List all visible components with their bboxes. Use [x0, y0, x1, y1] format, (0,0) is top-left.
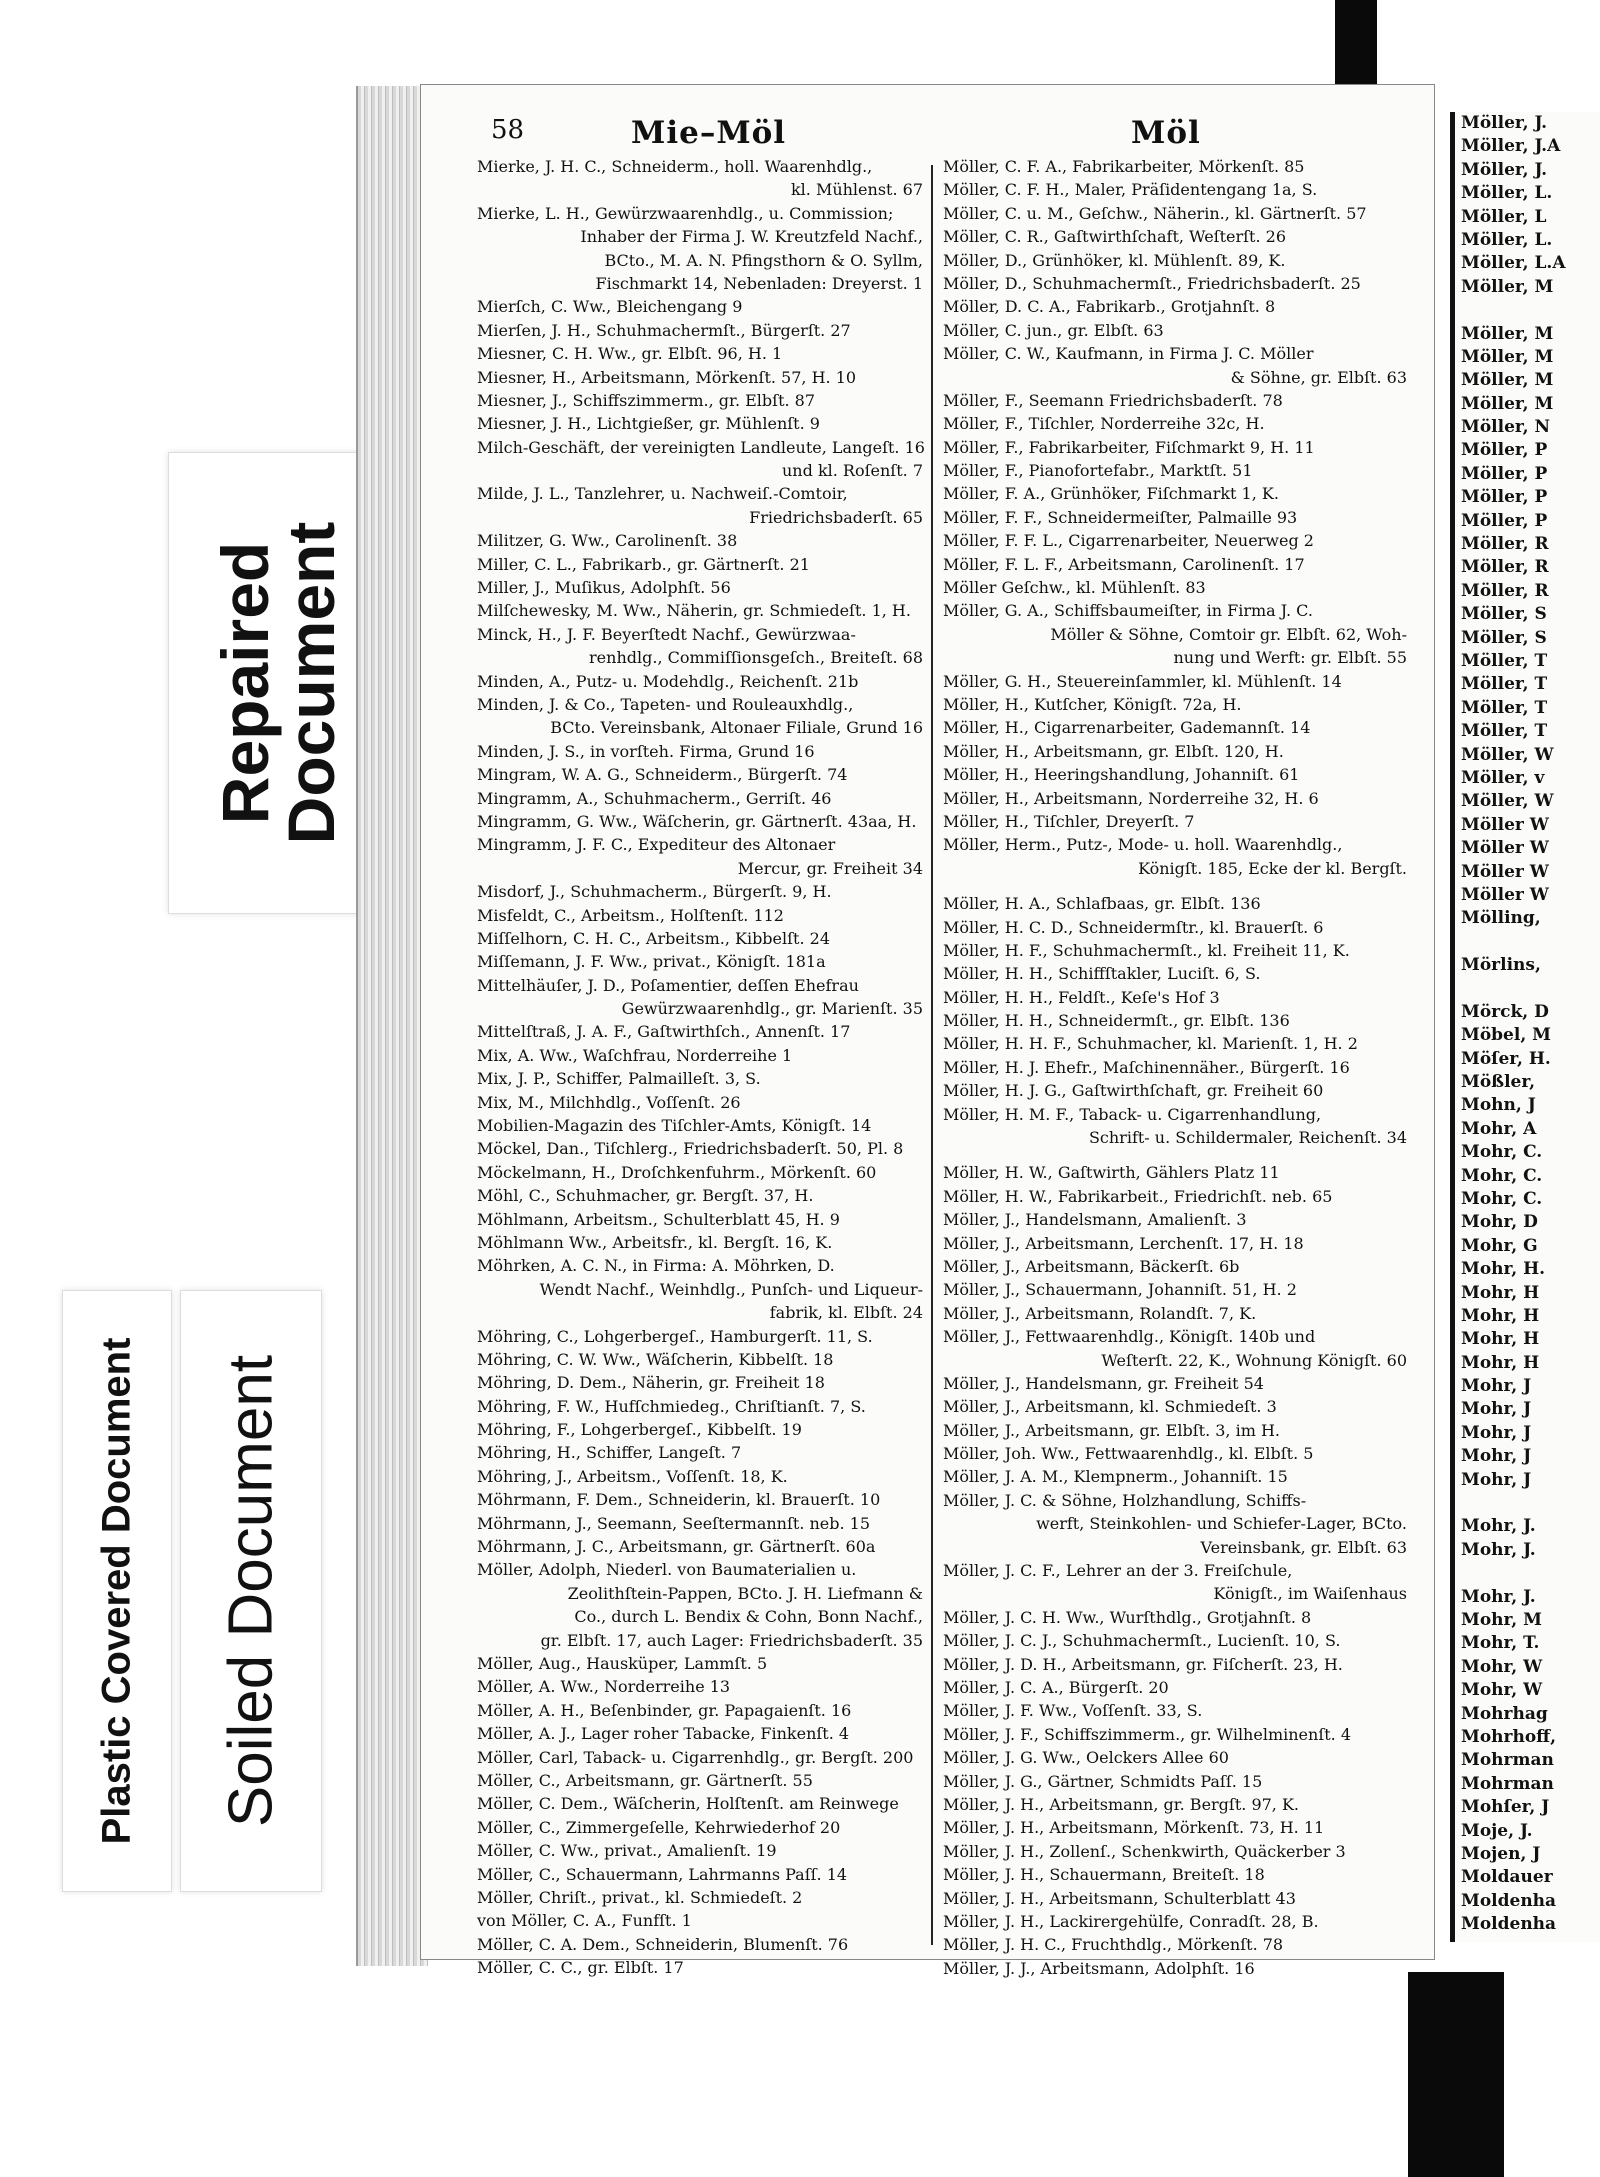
facing-page-entry: Mohr, C. [1461, 1188, 1543, 1209]
directory-entry: Möller, H. J. G., Gaſtwirthſchaft, gr. Freiheit 60 [943, 1081, 1324, 1101]
directory-entry: Miesner, J., Schiffszimmerm., gr. Elbſt. 87 [477, 390, 816, 410]
directory-entry: Möhring, J., Arbeitsm., Voſſenſt. 18, K. [477, 1466, 788, 1486]
facing-page-entry: Mölling, [1461, 908, 1541, 929]
facing-page-entry: Moldenha [1461, 1890, 1557, 1911]
directory-entry: Mierke, L. H., Gewürzwaarenhdlg., u. Commission; [477, 203, 894, 223]
right-column [943, 155, 1411, 1978]
directory-entry: Möller, C. Dem., Wäſcherin, Holſtenſt. am Reinwege [477, 1794, 899, 1814]
directory-entry: Mingram, W. A. G., Schneiderm., Bürgerſt. 74 [477, 765, 848, 785]
entry-continuation: Co., durch L. Bendix & Cohn, Bonn Nachf., [574, 1607, 923, 1627]
facing-page-fragment [1450, 112, 1600, 1942]
directory-entry: Möller Geſchw., kl. Mühlenſt. 83 [943, 578, 1206, 598]
facing-page-entry: Möller, J. [1461, 113, 1548, 133]
directory-entry: Mittelhäuſer, J. D., Poſamentier, deſſen Ehefrau [477, 975, 859, 995]
directory-entry: Möller, H. J. Ehefr., Maſchinennäher., Bürgerſt. 16 [943, 1057, 1350, 1077]
repaired-document-text: Repaired Document [208, 521, 348, 845]
directory-entry: Möller, F., Fabrikarbeiter, Fiſchmarkt 9, H. 11 [943, 437, 1315, 457]
plastic-covered-text: Plastic Covered Document [94, 1337, 139, 1845]
facing-page-entry: Möller, J. [1461, 159, 1548, 180]
facing-page-entry: Möller, P [1461, 463, 1548, 484]
facing-page-entry: Mohrman [1461, 1773, 1554, 1794]
entry-continuation: und kl. Roſenſt. 7 [782, 461, 923, 481]
directory-entry: Möller, Adolph, Niederl. von Baumaterialien u. [477, 1560, 857, 1580]
facing-page-entry: Möller, T [1461, 721, 1548, 742]
directory-entry: Möller, H., Tiſchler, Dreyerſt. 7 [943, 811, 1195, 831]
directory-entry: Möller, H., Kutſcher, Königſt. 72a, H. [943, 694, 1242, 714]
facing-page-entry [1455, 299, 1600, 322]
facing-page-entry: Möller, L.A [1461, 253, 1566, 274]
directory-entry: Möller, H. W., Fabrikarbeit., Friedrichſt. neb. 65 [943, 1186, 1333, 1206]
directory-entry: Möckelmann, H., Droſchkenfuhrm., Mörkenſt. 60 [477, 1162, 877, 1182]
facing-page-entry [1455, 977, 1600, 1000]
directory-entry: Möller, A. H., Beſenbinder, gr. Papagaienſt. 16 [477, 1700, 852, 1720]
entry-continuation: werft, Steinkohlen- und Schiefer-Lager, BCto. [1036, 1514, 1407, 1534]
directory-entry: Möller, F., Seemann Friedrichsbaderſt. 78 [943, 390, 1283, 410]
directory-entry: Mierke, J. H. C., Schneiderm., holl. Waarenhdlg., [477, 157, 873, 176]
facing-page-entry: Möller, S [1461, 627, 1547, 648]
left-column [477, 155, 927, 1978]
directory-entry: von Möller, C. A., Funfſt. 1 [477, 1911, 692, 1931]
entry-continuation: Wendt Nachf., Weinhdlg., Punſch- und Liqueur- [539, 1279, 923, 1299]
facing-page-entry: Möller, W [1461, 791, 1554, 812]
soiled-document-label [180, 1290, 322, 1892]
directory-entry: Möller, F. F., Schneidermeiſter, Palmaille 93 [943, 507, 1298, 527]
entry-continuation: Königſt. 185, Ecke der kl. Bergſt. [1138, 858, 1407, 878]
facing-page-entry: Mohrhag [1461, 1703, 1548, 1724]
directory-entry: Möller, H. H., Schiffſtakler, Luciſt. 6, S. [943, 964, 1261, 984]
directory-entry: Möller, A. Ww., Norderreihe 13 [477, 1677, 731, 1697]
directory-entry: Möller, J., Arbeitsmann, Bäckerſt. 6b [943, 1256, 1240, 1276]
directory-entry: Möller, H. M. F., Taback- u. Cigarrenhandlung, [943, 1104, 1322, 1124]
directory-entry: Möller, C., Arbeitsmann, gr. Gärtnerſt. 55 [477, 1770, 813, 1790]
plastic-covered-label [62, 1290, 172, 1892]
directory-entry: Möller, J. G. Ww., Oelckers Allee 60 [943, 1748, 1229, 1768]
directory-entry: Möller, J. J., Arbeitsmann, Adolphſt. 16 [943, 1958, 1255, 1978]
directory-entry: Möhring, C., Lohgerbergeſ., Hamburgerſt. 11, S. [477, 1326, 873, 1346]
directory-entry: Mix, J. P., Schiffer, Palmailleſt. 3, S. [477, 1069, 761, 1089]
directory-entry: Möller, Herm., Putz-, Mode- u. holl. Waarenhdlg., [943, 835, 1343, 855]
entry-continuation: Fischmarkt 14, Nebenladen: Dreyerst. 1 [595, 273, 923, 293]
facing-page-entry: Moje, J. [1461, 1820, 1533, 1841]
directory-entry: Möller, J., Arbeitsmann, gr. Elbſt. 3, im H. [943, 1420, 1281, 1440]
facing-page-entry: Mohr, W [1461, 1680, 1543, 1701]
facing-page-entry: Mojen, J [1461, 1843, 1541, 1864]
directory-entry: Möller, Joh. Ww., Fettwaarenhdlg., kl. Elbſt. 5 [943, 1444, 1314, 1464]
facing-page-entry: Mohr, A [1461, 1118, 1537, 1139]
entry-continuation: Mercur, gr. Freiheit 34 [737, 858, 923, 878]
entry-continuation: gr. Elbſt. 17, auch Lager: Friedrichsbaderſt. 35 [540, 1630, 923, 1650]
facing-page-entry: Mohrhoff, [1461, 1726, 1557, 1747]
facing-page-entry: Mohr, J [1461, 1469, 1532, 1490]
directory-entry: Möhrken, A. C. N., in Firma: A. Möhrken, D. [477, 1256, 835, 1276]
directory-entry: Minden, J. S., in vorſteh. Firma, Grund 16 [477, 741, 815, 761]
directory-entry: Milde, J. L., Tanzlehrer, u. Nachweiſ.-Comtoir, [477, 484, 848, 504]
directory-entry: Miesner, J. H., Lichtgießer, gr. Mühlenſt. 9 [477, 414, 820, 434]
facing-page-entry: Möller, M [1461, 370, 1554, 391]
directory-entry: Möller, H. H., Schneidermſt., gr. Elbſt. 136 [943, 1011, 1290, 1031]
directory-entry: Möller, G. A., Schiffsbaumeiſter, in Firma J. C. [943, 601, 1313, 621]
entry-continuation: Vereinsbank, gr. Elbſt. 63 [1200, 1537, 1407, 1557]
facing-page-entry: Mohr, H [1461, 1329, 1540, 1350]
facing-page-entry: Möller, P [1461, 510, 1548, 531]
entry-continuation: Möller & Söhne, Comtoir gr. Elbſt. 62, Woh- [1050, 624, 1407, 644]
facing-page-entry: Mohr, M [1461, 1610, 1542, 1630]
directory-entry: Mix, A. Ww., Waſchfrau, Norderreihe 1 [477, 1045, 793, 1065]
directory-entry: Möhlmann Ww., Arbeitsfr., kl. Bergſt. 16, K. [477, 1232, 833, 1252]
directory-entry: Möller, J. H., Zollenſ., Schenkwirth, Quäckerber 3 [943, 1841, 1346, 1861]
facing-page-entry: Mohr, J [1461, 1422, 1532, 1443]
facing-page-entry: Möller, M [1461, 323, 1554, 344]
facing-page-entry: Moldenha [1461, 1914, 1557, 1935]
directory-page [420, 84, 1435, 1978]
directory-entry: Möller, J. H. C., Fruchthdlg., Mörkenſt. 78 [943, 1935, 1284, 1955]
directory-entry: Möller, C. C., gr. Elbſt. 17 [477, 1958, 684, 1978]
directory-entry: Minck, H., J. F. Beyerſtedt Nachf., Gewürzwaa- [477, 624, 856, 644]
entry-gap [943, 1149, 1411, 1161]
directory-entry: Militzer, G. Ww., Carolinenſt. 38 [477, 531, 738, 551]
directory-entry: Miller, C. L., Fabrikarb., gr. Gärtnerſt. 21 [477, 554, 810, 574]
directory-entry: Miſſelhorn, C. H. C., Arbeitsm., Kibbelſt. 24 [477, 928, 831, 948]
facing-page-entry: Möller, M [1461, 276, 1554, 297]
directory-entry: Möller, J., Handelsmann, Amalienſt. 3 [943, 1210, 1247, 1230]
book-page-edges [356, 86, 428, 1966]
facing-page-entry: Mohrman [1461, 1750, 1554, 1771]
directory-entry: Möller, C. A. Dem., Schneiderin, Blumenſt. 76 [477, 1934, 849, 1954]
directory-entry: Möhrmann, J., Seemann, Seeſtermannſt. neb. 15 [477, 1513, 871, 1533]
facing-page-entry: Möller W [1461, 861, 1549, 882]
directory-entry: Möller, D., Grünhöker, kl. Mühlenſt. 89, K. [943, 250, 1286, 270]
directory-entry: Möhrmann, J. C., Arbeitsmann, gr. Gärtnerſt. 60a [477, 1537, 876, 1557]
directory-entry: Möller, J. A. M., Klempnerm., Johanniſt. 15 [943, 1467, 1288, 1487]
facing-page-entry: Möller, P [1461, 440, 1548, 461]
column-divider [931, 165, 933, 1945]
entry-continuation: nung und Werft: gr. Elbſt. 55 [1173, 648, 1407, 668]
facing-page-entry: Mohr, G [1461, 1235, 1538, 1256]
directory-entry: Möller, C. u. M., Geſchw., Näherin., kl. Gärtnerſt. 57 [943, 203, 1367, 223]
entry-continuation: BCto., M. A. N. Pfingsthorn & O. Syllm, [604, 250, 923, 270]
facing-page-entry [1455, 1492, 1600, 1515]
directory-entry: Möller, J. F., Schiffszimmerm., gr. Wilhelminenſt. 4 [943, 1724, 1352, 1744]
facing-page-entry [1455, 1562, 1600, 1585]
entry-continuation: renhdlg., Commiſſionsgeſch., Breiteſt. 68 [589, 648, 923, 668]
directory-entry: Möller, J. H., Arbeitsmann, Schulterblatt 43 [943, 1888, 1296, 1908]
facing-page-entry: Mohſer, J [1461, 1797, 1550, 1818]
directory-entry: Möller, H., Arbeitsmann, gr. Elbſt. 120, H. [943, 741, 1284, 761]
directory-entry: Möhrmann, F. Dem., Schneiderin, kl. Brauerſt. 10 [477, 1490, 881, 1510]
directory-entry: Möhring, C. W. Ww., Wäſcherin, Kibbelſt. 18 [477, 1349, 834, 1369]
directory-entry: Möller, J. C. J., Schuhmachermſt., Lucienſt. 10, S. [943, 1631, 1341, 1651]
directory-entry: Möller, C. F. H., Maler, Präſidentengang 1a, S. [943, 180, 1318, 200]
entry-continuation: BCto. Vereinsbank, Altonaer Filiale, Grund 16 [550, 718, 923, 738]
entry-continuation: Gewürzwaarenhdlg., gr. Marienſt. 35 [621, 999, 923, 1019]
directory-entry: Minden, J. & Co., Tapeten- und Rouleauxhdlg., [477, 694, 854, 714]
facing-page-entry: Möller, L [1461, 206, 1547, 227]
directory-entry: Mierſch, C. Ww., Bleichengang 9 [477, 297, 743, 317]
entry-continuation: Inhaber der Firma J. W. Kreutzfeld Nachf., [580, 227, 923, 247]
directory-entry: Möhl, C., Schuhmacher, gr. Bergſt. 37, H. [477, 1186, 814, 1206]
directory-entry: Möller, H. H. F., Schuhmacher, kl. Marienſt. 1, H. 2 [943, 1034, 1358, 1054]
facing-page-entry: Möller W [1461, 838, 1549, 859]
entry-continuation: kl. Mühlenst. 67 [790, 180, 923, 200]
directory-entry: Möller, F., Pianofortefabr., Marktſt. 51 [943, 461, 1253, 481]
directory-entry: Miesner, H., Arbeitsmann, Mörkenſt. 57, H. 10 [477, 367, 857, 387]
facing-page-entry: Mohr, J. [1461, 1586, 1536, 1607]
directory-entry: Milch-Geschäft, der vereinigten Landleute, Langeſt. 16 [477, 437, 925, 457]
directory-entry: Möller, H. W., Gaſtwirth, Gählers Platz 11 [943, 1163, 1280, 1183]
directory-entry: Mingramm, A., Schuhmacherm., Gerriſt. 46 [477, 788, 832, 808]
facing-page-entry: Mörlins, [1461, 955, 1541, 976]
facing-page-entry: Mohr, J [1461, 1446, 1532, 1467]
facing-page-entry: Möller W [1461, 814, 1549, 835]
facing-page-entry: Möller, P [1461, 487, 1548, 508]
repaired-document-label [168, 452, 388, 914]
entry-continuation: & Söhne, gr. Elbſt. 63 [1230, 367, 1407, 387]
directory-entry: Möller, A. J., Lager roher Tabacke, Finkenſt. 4 [477, 1724, 850, 1744]
facing-page-entry: Möller, R [1461, 580, 1549, 601]
facing-page-entry: Mohr, T. [1461, 1633, 1540, 1654]
facing-page-entry: Möller, L. [1461, 183, 1553, 204]
facing-page-entry: Mohr, W [1461, 1656, 1543, 1677]
binding-strip-bottom [1408, 1972, 1504, 2177]
directory-entry: Möller, C. Ww., privat., Amalienſt. 19 [477, 1841, 777, 1861]
facing-page-entry: Möller, L. [1461, 229, 1553, 250]
facing-page-entry [1455, 931, 1600, 954]
directory-entry: Möller, J. H., Schauermann, Breiteſt. 18 [943, 1865, 1265, 1885]
directory-entry: Misdorf, J., Schuhmacherm., Bürgerſt. 9, H. [477, 882, 832, 902]
directory-entry: Möller, J. F. Ww., Voſſenſt. 33, S. [943, 1701, 1203, 1721]
facing-page-entry: Mohr, H [1461, 1305, 1540, 1326]
facing-page-entry: Möller, N [1461, 417, 1550, 438]
directory-entry: Möller, J. H., Lackirergehülfe, Conradſt. 28, B. [943, 1911, 1319, 1931]
header-left: Mie–Möl [631, 115, 787, 151]
directory-entry: Möller, H. F., Schuhmachermſt., kl. Freiheit 11, K. [943, 940, 1350, 960]
facing-page-entry: Mohr, J. [1461, 1539, 1536, 1560]
facing-page-entry: Mohr, H. [1461, 1259, 1546, 1280]
facing-page-entry: Mohr, J [1461, 1399, 1532, 1420]
directory-entry: Möller, F. A., Grünhöker, Fiſchmarkt 1, K. [943, 484, 1279, 504]
directory-entry: Möller, C. F. A., Fabrikarbeiter, Mörkenſt. 85 [943, 157, 1305, 176]
directory-entry: Möller, H., Arbeitsmann, Norderreihe 32, H. 6 [943, 788, 1319, 808]
header-right: Möl [1131, 115, 1201, 151]
directory-entry: Möller, J., Arbeitsmann, Lerchenſt. 17, H. 18 [943, 1233, 1304, 1253]
directory-entry: Mittelſtraß, J. A. F., Gaſtwirthſch., Annenſt. 17 [477, 1022, 851, 1042]
directory-entry: Möhring, D. Dem., Näherin, gr. Freiheit 18 [477, 1373, 825, 1393]
facing-page-entry: Mohr, H [1461, 1352, 1540, 1373]
directory-entry: Möhlmann, Arbeitsm., Schulterblatt 45, H. 9 [477, 1209, 840, 1229]
directory-entry: Möller, J. C. F., Lehrer an der 3. Freiſchule, [943, 1561, 1293, 1581]
directory-entry: Möhring, H., Schiffer, Langeſt. 7 [477, 1443, 742, 1463]
directory-entry: Möhring, F., Lohgerbergeſ., Kibbelſt. 19 [477, 1420, 802, 1440]
facing-page-entry: Mohr, H [1461, 1282, 1540, 1303]
facing-page-entry: Mohr, J. [1461, 1516, 1536, 1537]
directory-entry: Möller, J. H., Arbeitsmann, Mörkenſt. 73, H. 11 [943, 1818, 1325, 1838]
directory-entry: Möller, J., Schauermann, Johanniſt. 51, H. 2 [943, 1280, 1297, 1300]
entry-continuation: Friedrichsbaderſt. 65 [749, 507, 923, 527]
facing-page-entry: Möller, M [1461, 346, 1554, 367]
directory-entry: Möller, H. C. D., Schneidermſtr., kl. Brauerſt. 6 [943, 917, 1324, 937]
directory-entry: Möller, F. L. F., Arbeitsmann, Carolinenſt. 17 [943, 554, 1305, 574]
directory-entry: Möller, J. G., Gärtner, Schmidts Paſſ. 15 [943, 1771, 1263, 1791]
directory-entry: Misfeldt, C., Arbeitsm., Holſtenſt. 112 [477, 905, 784, 925]
directory-entry: Miller, J., Muſikus, Adolphſt. 56 [477, 578, 731, 598]
directory-entry: Möller, C. jun., gr. Elbſt. 63 [943, 320, 1164, 340]
entry-continuation: Königſt., im Waiſenhaus [1213, 1584, 1407, 1604]
facing-page-entry: Mörck, D [1461, 1001, 1549, 1022]
facing-page-entry: Möller, W [1461, 744, 1554, 765]
directory-entry: Möller, H. A., Schlafbaas, gr. Elbſt. 136 [943, 894, 1261, 914]
directory-entry: Möhring, F. W., Hufſchmiedeg., Chriſtianſt. 7, S. [477, 1396, 866, 1416]
entry-continuation: Weſterſt. 22, K., Wohnung Königſt. 60 [1101, 1350, 1407, 1370]
directory-entry: Mingramm, J. F. C., Expediteur des Altonaer [477, 835, 836, 855]
facing-page-entry: Mößler, [1461, 1072, 1535, 1093]
directory-entry: Mix, M., Milchhdlg., Voſſenſt. 26 [477, 1092, 741, 1112]
facing-page-entry: Möller, S [1461, 604, 1547, 625]
directory-entry: Möller, Chriſt., privat., kl. Schmiedeſt. 2 [477, 1887, 803, 1907]
facing-page-entry: Möſer, H. [1461, 1048, 1551, 1069]
facing-page-entry: Möller, J.A [1461, 136, 1561, 157]
facing-page-entry: Möller, M [1461, 393, 1554, 414]
directory-entry: Möller, J., Fettwaarenhdlg., Königſt. 140b und [943, 1327, 1316, 1347]
directory-entry: Möller, J., Arbeitsmann, kl. Schmiedeſt. 3 [943, 1397, 1277, 1417]
facing-page-entry: Mohn, J [1461, 1095, 1536, 1116]
facing-page-entry: Mohr, J [1461, 1376, 1532, 1397]
soiled-document-text: Soiled Document [216, 1354, 286, 1828]
facing-page-entry: Mohr, D [1461, 1212, 1538, 1233]
directory-entry: Minden, A., Putz- u. Modehdlg., Reichenſt. 21b [477, 671, 859, 691]
directory-entry: Mingramm, G. Ww., Wäſcherin, gr. Gärtnerſt. 43aa, H. [477, 811, 917, 831]
entry-continuation: Schrift- u. Schildermaler, Reichenſt. 34 [1088, 1128, 1407, 1148]
directory-entry: Möller, J. C. H. Ww., Wurſthdlg., Grotjahnſt. 8 [943, 1607, 1312, 1627]
facing-page-entry: Mohr, C. [1461, 1142, 1543, 1163]
directory-entry: Möller, F., Tiſchler, Norderreihe 32c, H. [943, 414, 1265, 434]
directory-entry: Möller, Carl, Taback- u. Cigarrenhdlg., gr. Bergſt. 200 [477, 1747, 914, 1767]
directory-entry: Möller, G. H., Steuereinſammler, kl. Mühlenſt. 14 [943, 671, 1342, 691]
entry-gap [943, 880, 1411, 892]
facing-page-entry: Möbel, M [1461, 1025, 1551, 1046]
facing-page-entry: Möller, T [1461, 697, 1548, 718]
directory-entry: Möller, J. C. & Söhne, Holzhandlung, Schiffs- [943, 1490, 1307, 1510]
directory-entry: Möller, C. W., Kaufmann, in Firma J. C. Möller [943, 344, 1314, 364]
page-number: 58 [491, 115, 525, 145]
directory-entry: Mobilien-Magazin des Tiſchler-Amts, Königſt. 14 [477, 1116, 872, 1136]
directory-entry: Möller, Aug., Hausküper, Lammſt. 5 [477, 1654, 768, 1673]
facing-page-entry: Möller, T [1461, 650, 1548, 671]
directory-entry: Möller, C., Schauermann, Lahrmanns Paſſ. 14 [477, 1864, 848, 1884]
directory-entry: Möller, J. H., Arbeitsmann, gr. Bergſt. 97, K. [943, 1794, 1300, 1814]
directory-entry: Möller, J., Handelsmann, gr. Freiheit 54 [943, 1373, 1264, 1393]
directory-entry: Möller, J. C. A., Bürgerſt. 20 [943, 1678, 1169, 1697]
directory-entry: Möller, H., Cigarrenarbeiter, Gademannſt. 14 [943, 718, 1311, 738]
facing-page-entry: Möller, v [1461, 767, 1545, 788]
facing-page-entry: Möller, T [1461, 674, 1548, 695]
entry-continuation: fabrik, kl. Elbſt. 24 [769, 1303, 923, 1323]
directory-entry: Möller, H., Heeringshandlung, Johanniſt. 61 [943, 765, 1300, 785]
directory-entry: Möller, C., Zimmergeſelle, Kehrwiederhof 20 [477, 1817, 841, 1837]
directory-entry: Mierſen, J. H., Schuhmachermſt., Bürgerſt. 27 [477, 320, 851, 340]
facing-page-entry: Moldauer [1461, 1867, 1553, 1888]
facing-page-entry: Mohr, C. [1461, 1165, 1543, 1186]
directory-entry: Miſſemann, J. F. Ww., privat., Königſt. 181a [477, 952, 826, 972]
directory-entry: Möller, J. D. H., Arbeitsmann, gr. Fiſcherſt. 23, H. [943, 1654, 1343, 1674]
facing-page-entry: Möller, R [1461, 557, 1549, 578]
facing-page-entry: Möller, R [1461, 534, 1549, 555]
directory-entry: Milſchewesky, M. Ww., Näherin, gr. Schmiedeſt. 1, H. [477, 601, 911, 621]
directory-entry: Möller, J., Arbeitsmann, Rolandſt. 7, K. [943, 1303, 1257, 1323]
facing-page-entry: Möller W [1461, 884, 1549, 905]
entry-continuation: Zeolithſtein-Pappen, BCto. J. H. Liefmann & [567, 1583, 923, 1603]
directory-entry: Möller, D. C. A., Fabrikarb., Grotjahnſt. 8 [943, 297, 1276, 317]
directory-entry: Möller, D., Schuhmachermſt., Friedrichsbaderſt. 25 [943, 273, 1361, 293]
directory-entry: Miesner, C. H. Ww., gr. Elbſt. 96, H. 1 [477, 344, 783, 364]
directory-entry: Möller, H. H., Feldſt., Keſe's Hof 3 [943, 987, 1220, 1007]
directory-entry: Möckel, Dan., Tiſchlerg., Friedrichsbaderſt. 50, Pl. 8 [477, 1139, 904, 1159]
directory-entry: Möller, F. F. L., Cigarrenarbeiter, Neuerweg 2 [943, 531, 1314, 551]
directory-entry: Möller, C. R., Gaſtwirthſchaft, Weſterſt. 26 [943, 227, 1287, 247]
